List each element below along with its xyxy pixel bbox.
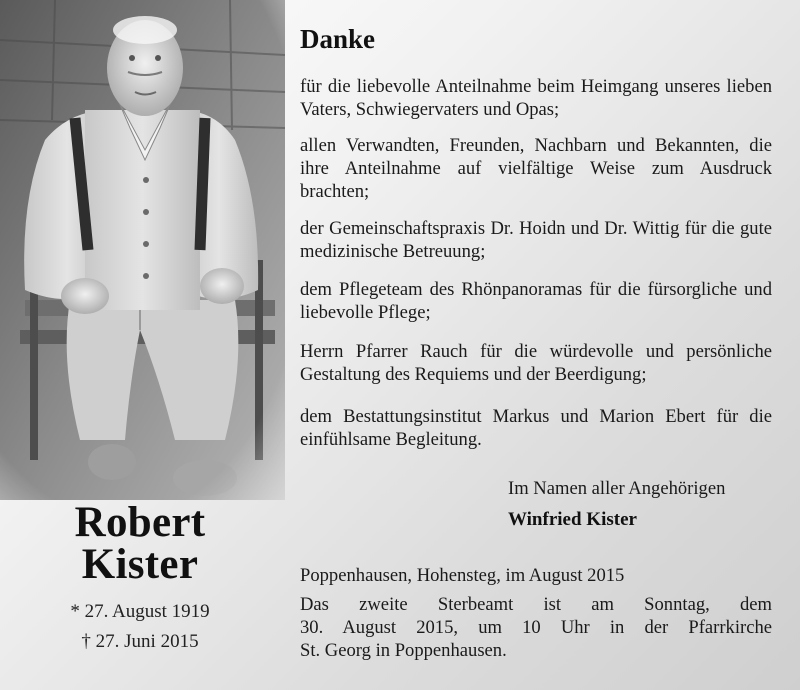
portrait-photo xyxy=(0,0,285,500)
heading-thanks: Danke xyxy=(300,24,376,54)
death-date: † 27. Juni 2015 xyxy=(81,631,199,652)
thanks-paragraph: für die liebevolle Anteilnahme beim Heimgang unseres lieben Vaters, Schwiegervaters und Opas; xyxy=(300,76,772,120)
service-line: St. Georg in Poppenhausen. xyxy=(300,640,507,661)
signature-intro: Im Namen aller Angehörigen xyxy=(508,478,726,499)
thanks-paragraph: dem Pflegeteam des Rhönpanoramas für die fürsorgliche und liebevolle Pflege; xyxy=(300,279,772,323)
thanks-paragraph: dem Bestattungsinstitut Markus und Marion Ebert für die einfühlsame Begleitung. xyxy=(300,406,772,450)
birth-date: * 27. August 1919 xyxy=(70,601,210,622)
service-line: Das zweite Sterbeamt ist am Sonntag, dem xyxy=(300,594,772,615)
thanks-paragraph: Herrn Pfarrer Rauch für die würdevolle und persönliche Gestaltung des Requiems und der Beerdigung; xyxy=(300,341,772,385)
service-notice xyxy=(300,593,772,662)
place-and-date: Poppenhausen, Hohensteg, im August 2015 xyxy=(300,565,625,586)
service-line: 30. August 2015, um 10 Uhr in der Pfarrkirche xyxy=(300,617,772,638)
thanks-paragraph: der Gemeinschaftspraxis Dr. Hoidn und Dr. Wittig für die gute medizinische Betreuung; xyxy=(300,218,772,262)
deceased-first-name: Robert xyxy=(74,499,206,546)
signature-name: Winfried Kister xyxy=(508,509,637,530)
thanks-paragraph: allen Verwandten, Freunden, Nachbarn und Bekannten, die ihre Anteilnahme auf vielfältige Weise zum Ausdruck brachten; xyxy=(300,135,772,202)
deceased-last-name: Kister xyxy=(81,541,199,588)
